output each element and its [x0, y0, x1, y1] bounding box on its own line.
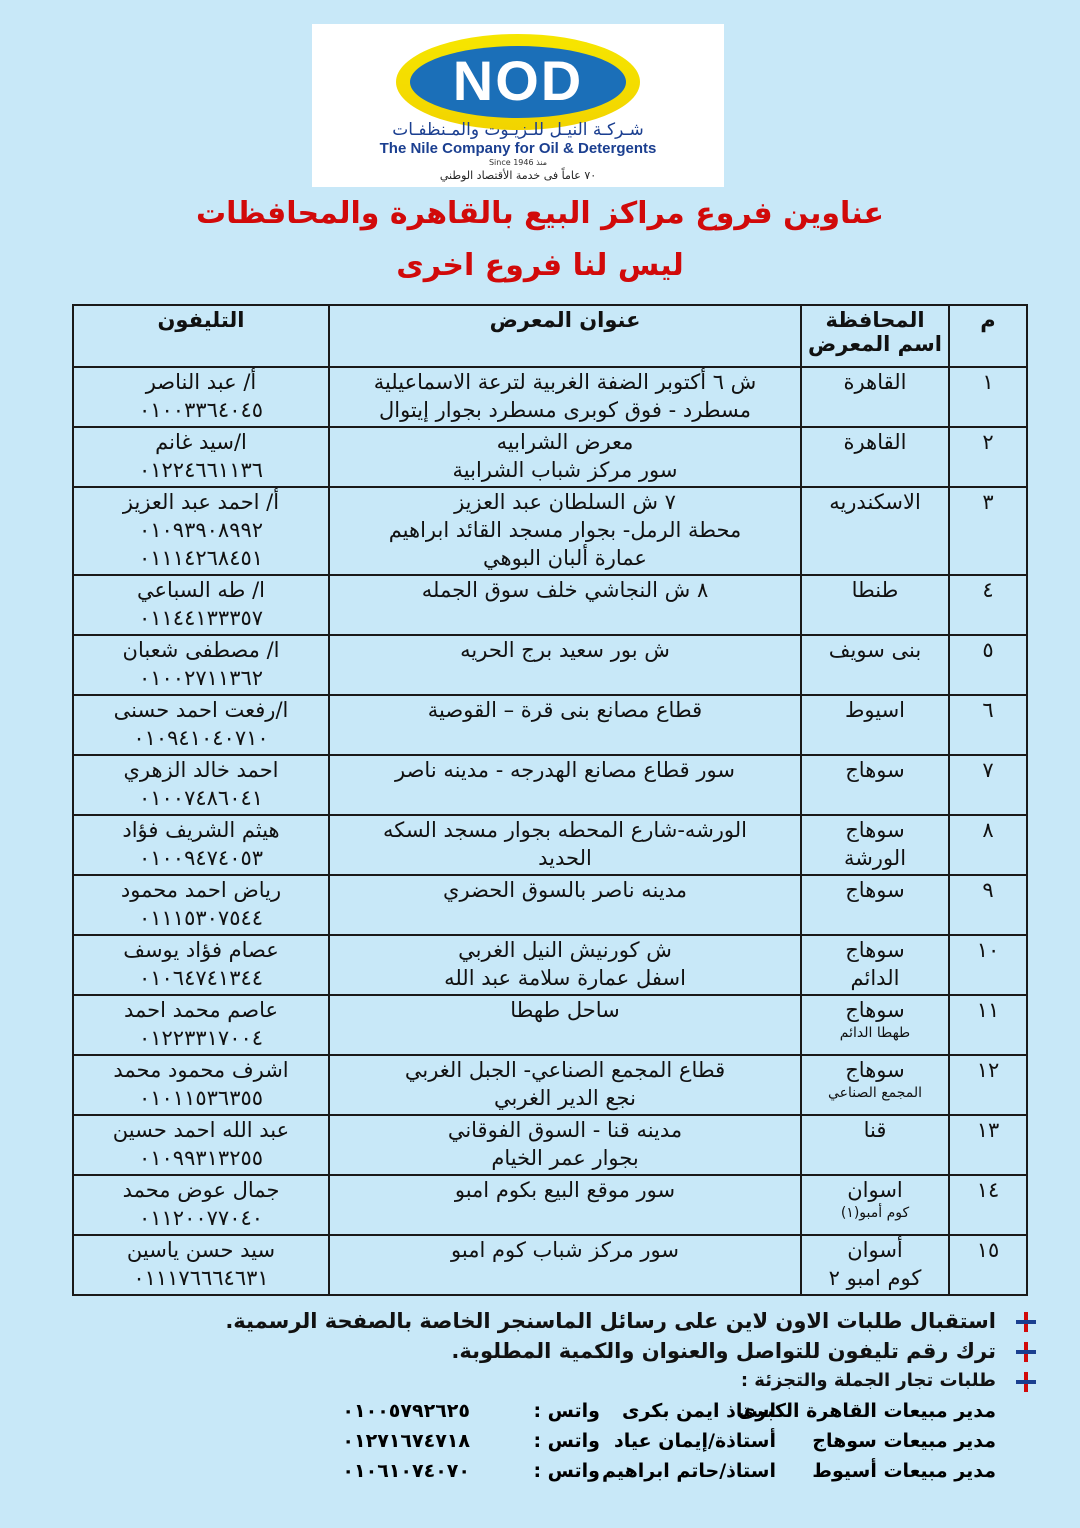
address-line: مسطرد - فوق كوبرى مسطرد بجوار إيتوال	[378, 398, 751, 422]
branch-name-text: كوم امبو ٢	[828, 1266, 922, 1290]
address-cell	[329, 575, 801, 635]
table-row	[73, 995, 1027, 1055]
row-number-text: ١٥	[976, 1238, 1000, 1262]
contact-name: ا/ مصطفى شعبان	[122, 638, 280, 662]
governorate-cell	[801, 427, 949, 487]
row-number-text: ١١	[976, 998, 1000, 1022]
governorate-cell	[801, 875, 949, 935]
address-line: قطاع مصانع بنى قرة – القوصية	[427, 698, 703, 722]
contact-name: احمد خالد الزهري	[123, 758, 279, 782]
company-logo	[312, 24, 724, 187]
manager-name: استاذ ايمن بكرى	[622, 1400, 776, 1422]
address-line: قطاع المجمع الصناعي- الجبل الغربي	[404, 1058, 726, 1082]
address-line: اسفل عمارة سلامة عبد الله	[444, 966, 686, 990]
logo-arabic-name: شـركـة النيـل للـزيـوت والمـنظفـات	[392, 120, 644, 140]
bullet-icon	[1016, 1462, 1036, 1482]
contact-name: أ/ احمد عبد العزيز	[122, 490, 280, 514]
whatsapp-label: واتس :	[533, 1400, 600, 1422]
address-line: سور مركز شباب كوم امبو	[451, 1238, 679, 1262]
phone-cell	[73, 755, 329, 815]
governorate-text: الاسكندريه	[829, 490, 921, 514]
phone-cell	[73, 1115, 329, 1175]
logo-english-name: The Nile Company for Oil & Detergents	[379, 140, 657, 157]
header-governorate: المحافظة اسم المعرض	[801, 305, 949, 367]
address-line: ساحل طهطا	[510, 998, 620, 1022]
phone-cell	[73, 935, 329, 995]
governorate-cell	[801, 1055, 949, 1115]
row-number-text: ١٣	[976, 1118, 1000, 1142]
page-title: عناوين فروع مراكز البيع بالقاهرة والمحافظات	[195, 196, 885, 231]
contact-name: هيثم الشريف فؤاد	[122, 818, 280, 842]
branch-name-text: الدائم	[850, 966, 900, 990]
manager-title: مدير مبيعات القاهرة الكبرى	[737, 1400, 996, 1422]
governorate-text: سوهاج	[845, 938, 905, 962]
governorate-cell	[801, 815, 949, 875]
address-cell	[329, 367, 801, 427]
row-number-text: ٧	[982, 758, 994, 782]
address-cell	[329, 995, 801, 1055]
address-line: الورشه-شارع المحطه بجوار مسجد السكه	[382, 818, 748, 842]
note-item: استقبال طلبات الاون لاين على رسائل الماسنجر الخاصة بالصفحة الرسمية.	[80, 1306, 1040, 1336]
manager-number[interactable]: ٠١٠٠٥٧٩٢٦٢٥	[342, 1400, 470, 1422]
phone-cell	[73, 695, 329, 755]
bullet-icon	[1016, 1432, 1036, 1452]
table-row	[73, 487, 1027, 575]
logo-oval	[396, 34, 640, 130]
address-cell	[329, 1235, 801, 1295]
address-cell	[329, 1055, 801, 1115]
contact-name: عاصم محمد احمد	[123, 998, 279, 1022]
row-number-text: ٦	[982, 698, 994, 722]
row-number	[949, 427, 1027, 487]
phone-number: ٠١٢٢٤٦٦١١٣٦	[138, 458, 264, 482]
phone-cell	[73, 575, 329, 635]
contact-name: ا/رفعت احمد حسنى	[113, 698, 289, 722]
table-row	[73, 1235, 1027, 1295]
page-subtitle: ليس لنا فروع اخرى	[396, 248, 684, 283]
address-cell	[329, 635, 801, 695]
table-row	[73, 815, 1027, 875]
row-number	[949, 575, 1027, 635]
address-cell	[329, 487, 801, 575]
contact-name: سيد حسن ياسين	[126, 1238, 276, 1262]
phone-cell	[73, 875, 329, 935]
row-number-text: ٣	[982, 490, 994, 514]
table-row	[73, 367, 1027, 427]
contact-name: اشرف محمود محمد	[113, 1058, 289, 1082]
governorate-cell	[801, 695, 949, 755]
row-number	[949, 487, 1027, 575]
address-cell	[329, 427, 801, 487]
row-number	[949, 815, 1027, 875]
contact-name: جمال عوض محمد	[122, 1178, 280, 1202]
row-number	[949, 635, 1027, 695]
manager-row	[80, 1456, 1040, 1486]
address-line: ٨ ش النجاشي خلف سوق الجمله	[421, 578, 709, 602]
phone-number: ٠١٠٩٣٩٠٨٩٩٢	[138, 518, 264, 542]
row-number-text: ١٠	[976, 938, 1000, 962]
phone-cell	[73, 487, 329, 575]
table-row	[73, 575, 1027, 635]
table-header-row	[73, 305, 1027, 367]
row-number-text: ٤	[982, 578, 994, 602]
governorate-text: سوهاج	[845, 758, 905, 782]
phone-number: ٠١١٤٤١٣٣٣٥٧	[138, 606, 264, 630]
branch-name-text: كوم أمبو(١)	[840, 1205, 910, 1221]
bullet-icon	[1016, 1342, 1036, 1362]
phone-cell	[73, 815, 329, 875]
address-line: سور موقع البيع بكوم امبو	[454, 1178, 676, 1202]
governorate-text: القاهرة	[843, 430, 907, 454]
governorate-text: اسوان	[847, 1178, 903, 1202]
address-line: محطة الرمل- بجوار مسجد القائد ابراهيم	[388, 518, 742, 542]
phone-number: ٠١٠٩٩٣١٣٢٥٥	[138, 1146, 264, 1170]
header-num: م	[949, 305, 1027, 367]
governorate-text: أسوان	[847, 1238, 903, 1262]
address-cell	[329, 695, 801, 755]
phone-number: ٠١٠٠٧٤٨٦٠٤١	[138, 786, 264, 810]
contact-name: رياض احمد محمود	[120, 878, 282, 902]
phone-cell	[73, 1055, 329, 1115]
phone-number: ٠١٠١١٥٣٦٣٥٥	[138, 1086, 264, 1110]
row-number-text: ١٢	[976, 1058, 1000, 1082]
whatsapp-label: واتس :	[533, 1460, 600, 1482]
governorate-cell	[801, 487, 949, 575]
phone-cell	[73, 1175, 329, 1235]
phone-number: ٠١١١٥٣٠٧٥٤٤	[138, 906, 264, 930]
address-cell	[329, 935, 801, 995]
phone-number: ٠١٠٦٤٧٤١٣٤٤	[138, 966, 264, 990]
address-line: ش كورنيش النيل الغربي	[458, 938, 672, 962]
row-number	[949, 755, 1027, 815]
governorate-cell	[801, 367, 949, 427]
whatsapp-label: واتس :	[533, 1430, 600, 1452]
phone-number: ٠١١١٧٦٦٦٤٦٣١	[133, 1266, 269, 1290]
row-number-text: ٨	[982, 818, 994, 842]
header-phone: التليفون	[73, 305, 329, 367]
address-line: بجوار عمر الخيام	[491, 1146, 639, 1170]
notes-section	[80, 1306, 1040, 1486]
governorate-text: قنا	[863, 1118, 887, 1142]
row-number	[949, 1055, 1027, 1115]
address-cell	[329, 815, 801, 875]
row-number-text: ١	[982, 370, 994, 394]
note-item: طلبات تجار الجملة والتجزئة :	[80, 1366, 1040, 1396]
governorate-text: سوهاج	[845, 878, 905, 902]
row-number-text: ٩	[982, 878, 994, 902]
manager-name: استاذ/حاتم ابراهيم	[601, 1460, 776, 1482]
phone-number: ٠١٠٠٣٣٦٤٠٤٥	[138, 398, 264, 422]
address-line: نجع الدير الغربي	[494, 1086, 636, 1110]
phone-cell	[73, 1235, 329, 1295]
address-line: سور قطاع مصانع الهدرجه - مدينه ناصر	[395, 758, 735, 782]
address-line: ٧ ش السلطان عبد العزيز	[454, 490, 676, 514]
row-number	[949, 367, 1027, 427]
address-line: معرض الشرابيه	[496, 430, 634, 454]
table-row	[73, 935, 1027, 995]
manager-name: أستاذة/إيمان عياد	[614, 1430, 776, 1452]
bullet-icon	[1016, 1312, 1036, 1332]
governorate-cell	[801, 995, 949, 1055]
row-number	[949, 875, 1027, 935]
phone-number: ٠١٠٠٩٤٧٤٠٥٣	[138, 846, 264, 870]
row-number-text: ٢	[982, 430, 994, 454]
address-line: ش بور سعيد برج الحريه	[460, 638, 670, 662]
table-row	[73, 635, 1027, 695]
table-row	[73, 1055, 1027, 1115]
address-line: عمارة ألبان البوهي	[483, 546, 647, 570]
row-number	[949, 1235, 1027, 1295]
phone-number: ٠١٠٠٢٧١١٣٦٢	[138, 666, 264, 690]
governorate-cell	[801, 575, 949, 635]
governorate-cell	[801, 1175, 949, 1235]
contact-name: عبد الله احمد حسين	[112, 1118, 290, 1142]
governorate-text: سوهاج	[845, 998, 905, 1022]
governorate-text: طنطا	[851, 578, 899, 602]
row-number	[949, 935, 1027, 995]
governorate-text: بنى سويف	[828, 638, 922, 662]
row-number	[949, 995, 1027, 1055]
governorate-cell	[801, 1235, 949, 1295]
governorate-cell	[801, 935, 949, 995]
table-row	[73, 875, 1027, 935]
table-row	[73, 695, 1027, 755]
header-address: عنوان المعرض	[329, 305, 801, 367]
manager-row	[80, 1396, 1040, 1426]
row-number	[949, 1115, 1027, 1175]
phone-number: ٠١١١٤٢٦٨٤٥١	[138, 546, 264, 570]
table-row	[73, 427, 1027, 487]
row-number	[949, 1175, 1027, 1235]
address-line: مدينه ناصر بالسوق الحضري	[443, 878, 687, 902]
governorate-cell	[801, 1115, 949, 1175]
branch-name-text: طهطا الدائم	[839, 1025, 911, 1041]
phone-cell	[73, 635, 329, 695]
governorate-cell	[801, 755, 949, 815]
governorate-text: سوهاج	[845, 818, 905, 842]
logo-wordmark: NOD	[452, 49, 584, 112]
phone-cell	[73, 367, 329, 427]
row-number-text: ٥	[982, 638, 994, 662]
manager-title: مدير مبيعات أسيوط	[812, 1460, 996, 1482]
table-row	[73, 1115, 1027, 1175]
address-line: الحديد	[538, 846, 592, 870]
table-row	[73, 1175, 1027, 1235]
branches-table	[72, 304, 1028, 1296]
governorate-text: القاهرة	[843, 370, 907, 394]
governorate-cell	[801, 635, 949, 695]
governorate-text: سوهاج	[845, 1058, 905, 1082]
address-cell	[329, 1175, 801, 1235]
address-line: مدينه قنا - السوق الفوقاني	[447, 1118, 683, 1142]
note-item: ترك رقم تليفون للتواصل والعنوان والكمية المطلوبة.	[80, 1336, 1040, 1366]
manager-number[interactable]: ٠١٠٦١٠٧٤٠٧٠	[342, 1460, 470, 1482]
branch-name-text: المجمع الصناعي	[827, 1085, 923, 1101]
table-row	[73, 755, 1027, 815]
address-line: سور مركز شباب الشرابية	[452, 458, 678, 482]
phone-cell	[73, 995, 329, 1055]
contact-name: أ/ عبد الناصر	[145, 370, 257, 394]
address-cell	[329, 875, 801, 935]
address-cell	[329, 1115, 801, 1175]
bullet-icon	[1016, 1402, 1036, 1422]
bullet-icon	[1016, 1372, 1036, 1392]
row-number	[949, 695, 1027, 755]
manager-number[interactable]: ٠١٢٧١٦٧٤٧١٨	[342, 1430, 470, 1452]
contact-name: ا/سيد غانم	[155, 430, 247, 454]
phone-number: ٠١٠٩٤١٠٤٠٧١٠	[133, 726, 269, 750]
phone-cell	[73, 427, 329, 487]
logo-tagline: ٧٠ عاماً فى خدمة الأقتصاد الوطني	[439, 169, 597, 182]
phone-number: ٠١١٢٠٠٧٧٠٤٠	[138, 1206, 264, 1230]
contact-name: ا/ طه السباعي	[137, 578, 265, 602]
branch-name-text: الورشة	[843, 846, 907, 870]
address-line: ش ٦ أكتوبر الضفة الغربية لترعة الاسماعيلية	[373, 370, 757, 394]
row-number-text: ١٤	[976, 1178, 1000, 1202]
governorate-text: اسيوط	[844, 698, 906, 722]
address-cell	[329, 755, 801, 815]
logo-since: Since 1946 منذ	[488, 158, 548, 167]
contact-name: عصام فؤاد يوسف	[123, 938, 279, 962]
phone-number: ٠١٢٢٣٣١٧٠٠٤	[138, 1026, 264, 1050]
manager-row	[80, 1426, 1040, 1456]
manager-title: مدير مبيعات سوهاج	[812, 1430, 996, 1452]
